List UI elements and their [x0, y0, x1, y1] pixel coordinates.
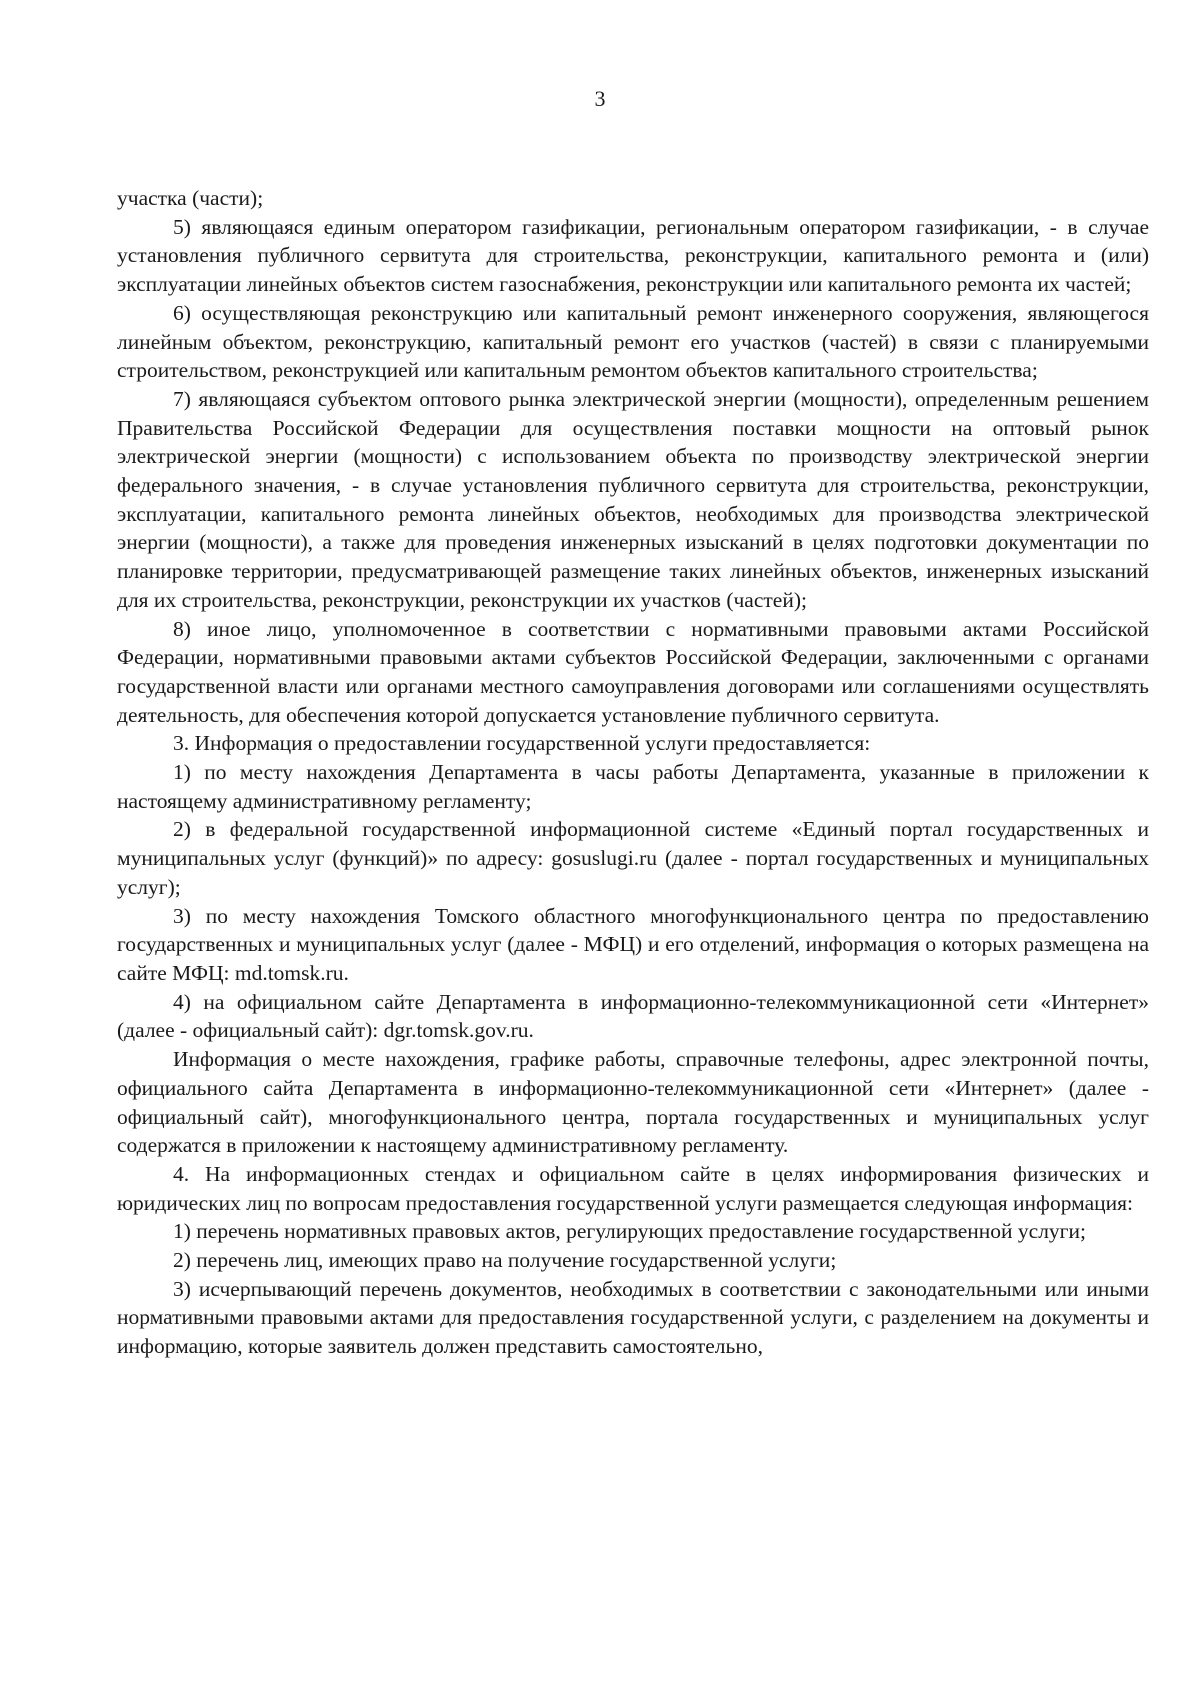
- paragraph: Информация о месте нахождения, графике работы, справочные телефоны, адрес электронной почты, официального сайта Департамента в информационно-телекоммуникационной сети «Интернет» (далее - официальный сайт), многофункционального центра, портала государственных и муниципальных услуг содержатся в приложении к настоящему административному регламенту.: [117, 1047, 1149, 1158]
- paragraph: 1) по месту нахождения Департамента в часы работы Департамента, указанные в приложении к настоящему административному регламенту;: [117, 760, 1149, 813]
- page-number: 3: [594, 86, 606, 111]
- paragraph: 2) в федеральной государственной информационной системе «Единый портал государственных и муниципальных услуг (функций)» по адресу: gosuslugi.ru (далее - портал государственных и муниципальных услуг);: [117, 817, 1149, 899]
- paragraph: участка (части);: [117, 186, 264, 210]
- paragraph: 4) на официальном сайте Департамента в информационно-телекоммуникационной сети «Интернет» (далее - официальный сайт): dgr.tomsk.gov.ru.: [117, 989, 1149, 1043]
- paragraph: 5) являющаяся единым оператором газификации, региональным оператором газификации, - в случае установления публичного сервитута для строительства, реконструкции, капитального ремонта и (или) эксплуатации линейных объектов систем газоснабжения, реконструкции или капитального ремонта их частей;: [117, 214, 1149, 297]
- paragraph: 3) по месту нахождения Томского областного многофункционального центра по предоставлению государственных и муниципальных услуг (далее - МФЦ) и его отделений, информация о которых размещена на сайте МФЦ: md.tomsk.ru.: [117, 903, 1149, 985]
- paragraph: 8) иное лицо, уполномоченное в соответствии с нормативными правовыми актами Российской Федерации, нормативными правовыми актами субъектов Российской Федерации, заключенными с органами государственной власти или органами местного самоуправления договорами или соглашениями осуществлять деятельность, для обеспечения которой допускается установление публичного сервитута.: [117, 616, 1149, 727]
- paragraph: 3) исчерпывающий перечень документов, необходимых в соответствии с законодательными или иными нормативными правовыми актами для предоставления государственной услуги, с разделением на документы и информацию, которые заявитель должен представить самостоятельно,: [117, 1276, 1149, 1359]
- paragraph: 2) перечень лиц, имеющих право на получение государственной услуги;: [173, 1248, 837, 1273]
- paragraph: 6) осуществляющая реконструкцию или капитальный ремонт инженерного сооружения, являющегося линейным объектом, реконструкцию, капитальный ремонт его участков (частей) в связи с планируемыми строительством, реконструкцией или капитальным ремонтом объектов капитального строительства;: [117, 300, 1149, 383]
- paragraph: 4. На информационных стендах и официальном сайте в целях информирования физических и юридических лиц по вопросам предоставления государственной услуги размещается следующая информация:: [117, 1161, 1149, 1215]
- paragraph: 7) являющаяся субъектом оптового рынка электрической энергии (мощности), определенным решением Правительства Российской Федерации для осуществления поставки мощности на оптовый рынок электрической энергии (мощности) с использованием объекта по производству электрической энергии федерального значения, - в случае установления публичного сервитута для строительства, реконструкции, эксплуатации, капитального ремонта линейных объектов, необходимых для производства электрической энергии (мощности), а также для проведения инженерных изысканий в целях подготовки документации по планировке территории, предусматривающей размещение таких линейных объектов, инженерных изысканий для их строительства, реконструкции, реконструкции их участков (частей);: [117, 386, 1149, 612]
- document-body: [117, 184, 1149, 1361]
- paragraph: 1) перечень нормативных правовых актов, регулирующих предоставление государственной услуги;: [173, 1219, 1086, 1244]
- paragraph: 3. Информация о предоставлении государственной услуги предоставляется:: [173, 731, 871, 756]
